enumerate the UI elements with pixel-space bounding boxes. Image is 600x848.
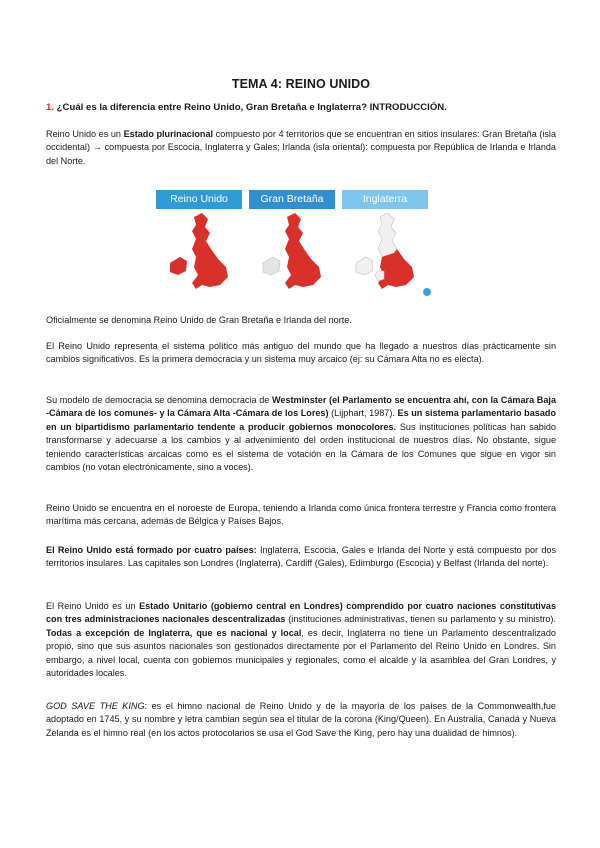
bold-span: Estado plurinacional [123, 129, 214, 139]
bold-span: El Reino Unido está formado por cuatro países: [46, 545, 257, 555]
bold-span: Estado Unitario (gobierno central en Londres) comprendido por cuatro naciones constitutivas con tres administraciones nacionales descentralizadas [46, 601, 556, 625]
paragraph-history: El Reino Unido representa el sistema político más antiguo del mundo que ha llegado a nuestros días prácticamente sin cambios significativos. Es la primera democracia y un sistema muy arcaico (ej: su Cámara Alta no es electa). [46, 341, 556, 365]
label-gran-bretana: Gran Bretaña [249, 190, 335, 209]
map-gran-bretana [249, 209, 335, 298]
text-span: , es decir, Inglaterra no tiene un Parlamento descentralizado propio, sino que sus asuntos nacionales son gestionados directamente por el Parlamento del Reino Unido en Londres. Sin embargo, a nivel local, cuenta con gobiernos municipales y regionales, como el alcalde y la asamblea del Gran Londres, y autoridades locales. [46, 627, 556, 679]
map-inglaterra [342, 209, 428, 298]
uk-map-icon [156, 209, 242, 298]
section-heading [46, 102, 447, 113]
paragraph-anthem [46, 700, 556, 740]
label-reino-unido: Reino Unido [156, 190, 242, 209]
text-span: compuesto por 4 territorios que se encuentran en sitios insulares: Gran Bretaña (isla occidental) → compuesta por Escocia, Inglaterra y Gales; Irlanda (isla oriental): compuesta por República de Irlanda e Irlanda del Norte. [46, 129, 557, 166]
text-span: : es el himno nacional de Reino Unido y de la mayoría de los países de la Commonwealth,fue adoptado en 1745, y su nombre y letra cambian según sea el titular de la corona (King/Queen). En Australia, Canadá y Nueva Zelanda es el himno real (en los actos protocolarios se usa el God Save the King, pero hay una dualidad de himnos). [46, 701, 556, 738]
england-map-icon [342, 209, 428, 298]
bold-span: Es un sistema parlamentario basado en un bipartidismo parlamentario tendente a producir gobiernos monocolores. [46, 408, 557, 432]
italic-span: GOD SAVE THE KING [46, 701, 145, 711]
label-inglaterra: Inglaterra [342, 190, 428, 209]
text-span: Sus instituciones políticas han sabido transformarse y adecuarse a los cambios y al advenimiento del orden institucional de nuestros días. No obstante, sigue teniendo características arcaicas como es el sistema de votación en la Cámara de los Comunes que sigue en vigor sin cambios (no votan electrónicamente, sino a voces). [46, 421, 556, 473]
panel-inglaterra [342, 190, 428, 298]
paragraph-official-name: Oficialmente se denomina Reino Unido de Gran Bretaña e Irlanda del norte. [46, 315, 352, 325]
text-span: Reino Unido es un [46, 129, 124, 139]
paragraph-intro [46, 128, 556, 168]
text-span: (instituciones administrativas, tienen su parlamento y su ministro). [285, 614, 556, 625]
text-span: Su modelo de democracia se denomina democracia de [46, 395, 272, 405]
text-span: Inglaterra, Escocia, Gales e Irlanda del Norte y está compuesto por dos territorios insulares. Las capitales son Londres (Inglaterra), Cardiff (Gales), Edimburgo (Escocia) y Belfast (Irlanda del norte). [46, 545, 556, 569]
uk-comparison-figure [156, 190, 424, 298]
paragraph-countries [46, 544, 556, 571]
page-title: TEMA 4: REINO UNIDO [231, 77, 371, 91]
bold-span: Todas a excepción de Inglaterra, que es nacional y local [46, 627, 302, 638]
gb-map-icon [249, 209, 335, 298]
text-span: El Reino Unido es un [46, 601, 140, 611]
text-span: (Lijphart, 1987). [328, 408, 398, 419]
panel-gran-bretana [249, 190, 335, 298]
paragraph-unitary-state [46, 600, 556, 680]
map-reino-unido [156, 209, 242, 298]
section-question: ¿Cuál es la diferencia entre Reino Unido, Gran Bretaña e Inglaterra? INTRODUCCIÓN. [54, 102, 447, 113]
panel-reino-unido [156, 190, 242, 298]
section-number: 1. [46, 102, 55, 113]
bold-span: Westminster (el Parlamento se encuentra ahí, con la Cámara Baja -Cámara de los comunes- y la Cámara Alta -Cámara de los Lores) [46, 395, 556, 419]
paragraph-location: Reino Unido se encuentra en el noroeste de Europa, teniendo a Irlanda como única frontera terrestre y Francia como frontera marítima más cercana, además de Bélgica y Países Bajos. [46, 503, 556, 527]
paragraph-westminster [46, 394, 556, 474]
corner-dot-icon [423, 288, 431, 296]
